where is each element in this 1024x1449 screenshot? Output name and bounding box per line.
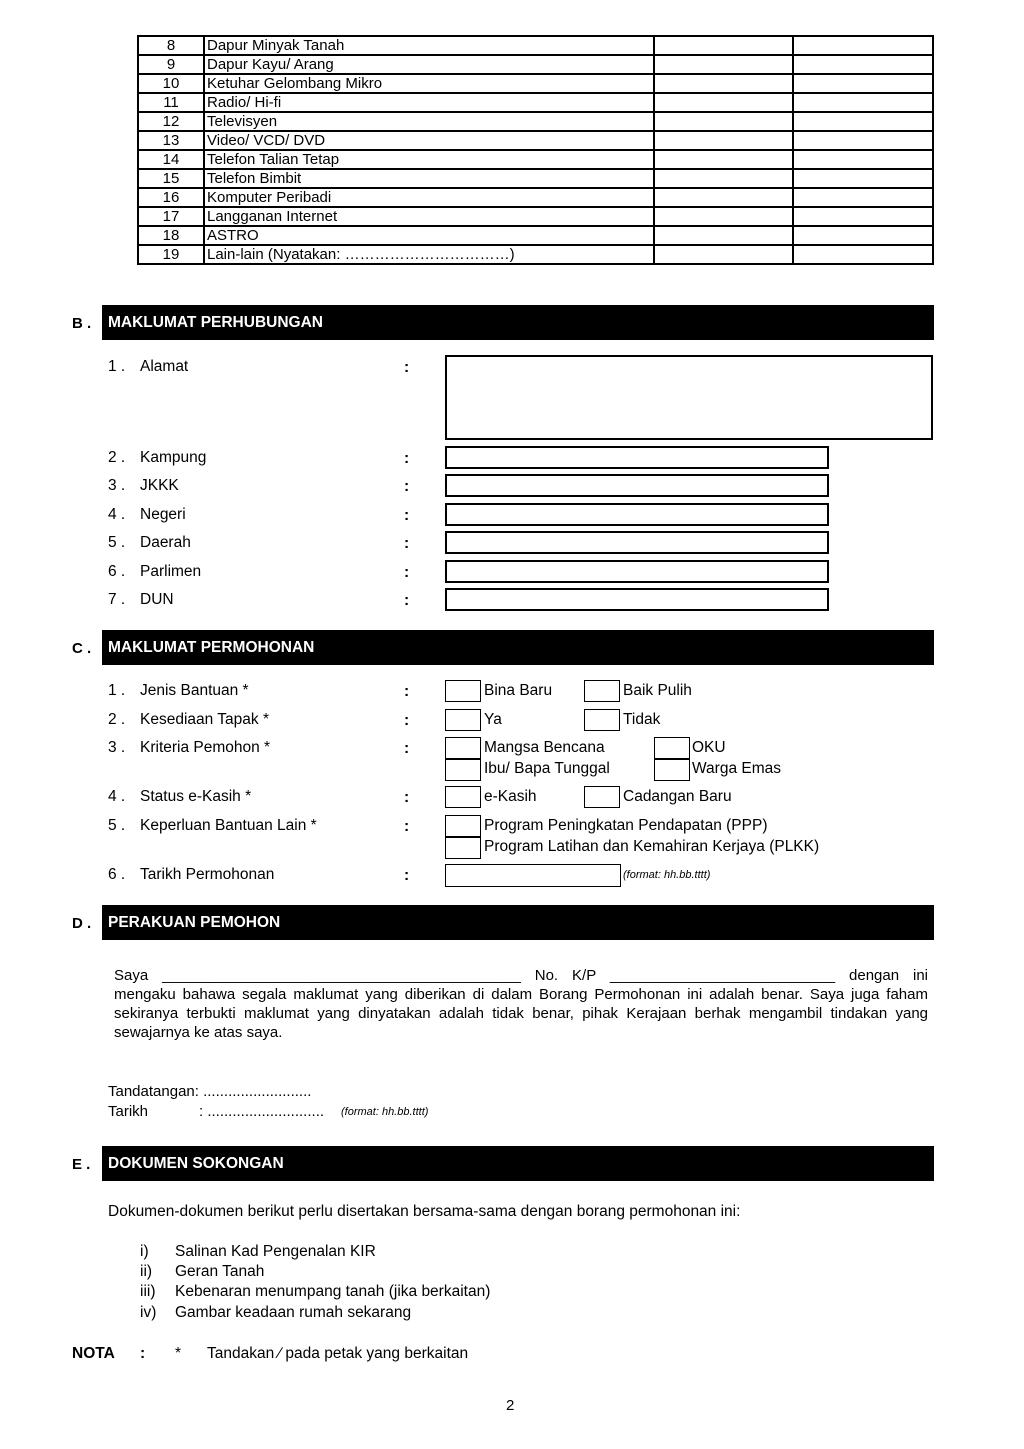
ppp-label: Program Peningkatan Pendapatan (PPP) [484,817,768,834]
alamat-colon: : [404,359,410,376]
row-item: Telefon Talian Tetap [204,150,654,169]
tarikh-permohonan-label: Tarikh Permohonan [140,866,275,883]
doc-marker: iii) [140,1283,156,1300]
row-item: Dapur Minyak Tanah [204,36,654,55]
warga-emas-checkbox[interactable] [654,759,690,781]
table-row [138,112,933,131]
section-d-header: PERAKUAN PEMOHON [102,905,934,940]
row-number: 18 [138,226,204,245]
row-item: Dapur Kayu/ Arang [204,55,654,74]
section-e-header: DOKUMEN SOKONGAN [102,1146,934,1181]
row-cell-2[interactable] [793,74,933,93]
keperluan-bantuan-colon: : [404,818,410,835]
bina-baru-checkbox[interactable] [445,680,481,702]
dun-field[interactable] [445,588,829,611]
row-cell-2[interactable] [793,188,933,207]
row-number: 19 [138,245,204,264]
doc-item: Kebenaran menumpang tanah (jika berkaitan) [175,1283,491,1300]
doc-item: Gambar keadaan rumah sekarang [175,1304,412,1321]
doc-item: Salinan Kad Pengenalan KIR [175,1243,376,1260]
row-number: 16 [138,188,204,207]
alamat-field[interactable] [445,355,933,440]
daerah-field[interactable] [445,531,829,554]
kesediaan-tapak-label: Kesediaan Tapak * [140,711,269,728]
e-kasih-label: e-Kasih [484,788,537,805]
row-cell-2[interactable] [793,112,933,131]
mangsa-bencana-checkbox[interactable] [445,737,481,759]
nota-label: NOTA [72,1345,115,1362]
row-item: Lain-lain (Nyatakan: ……………………………) [204,245,654,264]
row-cell-1[interactable] [654,207,793,226]
row-cell-2[interactable] [793,55,933,74]
section-b-header: MAKLUMAT PERHUBUNGAN [102,305,934,340]
table-row [138,188,933,207]
kampung-label: Kampung [140,449,207,466]
row-cell-1[interactable] [654,112,793,131]
status-ekasih-label: Status e-Kasih * [140,788,252,805]
row-cell-1[interactable] [654,55,793,74]
alamat-number: 1 . [108,358,126,375]
kampung-colon: : [404,450,410,467]
row-number: 11 [138,93,204,112]
row-cell-1[interactable] [654,245,793,264]
table-row [138,169,933,188]
bina-baru-label: Bina Baru [484,682,553,699]
row-number: 15 [138,169,204,188]
nota-text: Tandakan ∕ pada petak yang berkaitan [207,1345,469,1362]
ibu-bapa-tunggal-label: Ibu/ Bapa Tunggal [484,760,610,777]
ppp-checkbox[interactable] [445,815,481,837]
keperluan-bantuan-label: Keperluan Bantuan Lain * [140,817,317,834]
nota-star: * [175,1345,182,1362]
tidak-label: Tidak [623,711,661,728]
dun-label: DUN [140,591,174,608]
oku-checkbox[interactable] [654,737,690,759]
cadangan-baru-label: Cadangan Baru [623,788,732,805]
kesediaan-tapak-number: 2 . [108,711,126,728]
parlimen-colon: : [404,564,410,581]
nota-colon: : [140,1345,146,1362]
signature-line[interactable]: Tandatangan: .......................... [108,1083,312,1100]
alamat-label: Alamat [140,358,189,375]
jkkk-field[interactable] [445,474,829,497]
section-c-letter: C . [72,640,92,657]
jkkk-number: 3 . [108,477,126,494]
table-row [138,93,933,112]
baik-pulih-checkbox[interactable] [584,680,620,702]
kriteria-pemohon-colon: : [404,740,410,757]
section-c-header: MAKLUMAT PERMOHONAN [102,630,934,665]
declaration-text: Saya ___________________________________________ No. K/P ___________________________ dengan ini mengaku bahawa segala maklumat yang diberikan di dalam Borang Permohonan ini adalah benar. Saya juga faham sekiranya terbukti maklumat yang dinyatakan adalah tidak benar, pihak Kerajaan berhak mengambil tindakan yang sewajarnya ke atas saya. [114,967,928,1041]
cadangan-baru-checkbox[interactable] [584,786,620,808]
row-number: 12 [138,112,204,131]
dun-number: 7 . [108,591,126,608]
row-item: Langganan Internet [204,207,654,226]
row-cell-2[interactable] [793,36,933,55]
row-number: 10 [138,74,204,93]
baik-pulih-label: Baik Pulih [623,682,692,699]
ibu-bapa-tunggal-checkbox[interactable] [445,759,481,781]
row-item: Televisyen [204,112,654,131]
doc-marker: i) [140,1243,149,1260]
tarikh-permohonan-number: 6 . [108,866,126,883]
section-d-letter: D . [72,915,92,932]
kesediaan-tapak-colon: : [404,712,410,729]
jenis-bantuan-label: Jenis Bantuan * [140,682,249,699]
status-ekasih-colon: : [404,789,410,806]
row-cell-2[interactable] [793,245,933,264]
tarikh-line[interactable]: : ............................ [199,1103,325,1120]
section-b-letter: B . [72,315,92,332]
jkkk-label: JKKK [140,477,179,494]
keperluan-bantuan-number: 5 . [108,817,126,834]
row-cell-1[interactable] [654,169,793,188]
row-item: Telefon Bimbit [204,169,654,188]
plkk-checkbox[interactable] [445,837,481,859]
tidak-checkbox[interactable] [584,709,620,731]
tarikh-permohonan-field[interactable] [445,864,621,887]
negeri-field[interactable] [445,503,829,526]
negeri-colon: : [404,507,410,524]
row-cell-1[interactable] [654,93,793,112]
oku-label: OKU [692,739,726,756]
status-ekasih-number: 4 . [108,788,126,805]
kampung-number: 2 . [108,449,126,466]
table-row [138,74,933,93]
negeri-label: Negeri [140,506,186,523]
warga-emas-label: Warga Emas [692,760,782,777]
tarikh-label: Tarikh [108,1103,149,1120]
jenis-bantuan-number: 1 . [108,682,126,699]
table-row [138,55,933,74]
kriteria-pemohon-label: Kriteria Pemohon * [140,739,271,756]
row-cell-2[interactable] [793,226,933,245]
row-number: 17 [138,207,204,226]
daerah-number: 5 . [108,534,126,551]
table-row [138,226,933,245]
row-number: 14 [138,150,204,169]
ya-label: Ya [484,711,502,728]
parlimen-number: 6 . [108,563,126,580]
page-number: 2 [506,1397,515,1414]
row-cell-2[interactable] [793,131,933,150]
row-item: Komputer Peribadi [204,188,654,207]
row-cell-2[interactable] [793,150,933,169]
documents-intro: Dokumen-dokumen berikut perlu disertakan bersama-sama dengan borang permohonan ini: [108,1203,741,1220]
dun-colon: : [404,592,410,609]
row-item: Radio/ Hi-fi [204,93,654,112]
row-number: 13 [138,131,204,150]
row-cell-1[interactable] [654,226,793,245]
row-cell-1[interactable] [654,188,793,207]
jenis-bantuan-colon: : [404,683,410,700]
asset-table [137,35,934,265]
kampung-field[interactable] [445,446,829,469]
row-cell-1[interactable] [654,150,793,169]
tarikh-permohonan-format: (format: hh.bb.tttt) [623,869,711,881]
doc-item: Geran Tanah [175,1263,265,1280]
tarikh-permohonan-colon: : [404,867,410,884]
kriteria-pemohon-number: 3 . [108,739,126,756]
row-cell-1[interactable] [654,36,793,55]
table-row [138,150,933,169]
mangsa-bencana-label: Mangsa Bencana [484,739,605,756]
row-cell-1[interactable] [654,74,793,93]
parlimen-field[interactable] [445,560,829,583]
e-kasih-checkbox[interactable] [445,786,481,808]
row-cell-2[interactable] [793,93,933,112]
section-e-letter: E . [72,1156,91,1173]
row-item: ASTRO [204,226,654,245]
row-cell-1[interactable] [654,131,793,150]
parlimen-label: Parlimen [140,563,202,580]
row-number: 9 [138,55,204,74]
table-row [138,36,933,55]
row-cell-2[interactable] [793,207,933,226]
daerah-label: Daerah [140,534,191,551]
table-row [138,245,933,264]
row-item: Video/ VCD/ DVD [204,131,654,150]
table-row [138,131,933,150]
doc-marker: iv) [140,1304,157,1321]
tarikh-format: (format: hh.bb.tttt) [341,1106,429,1118]
daerah-colon: : [404,535,410,552]
row-item: Ketuhar Gelombang Mikro [204,74,654,93]
jkkk-colon: : [404,478,410,495]
ya-checkbox[interactable] [445,709,481,731]
doc-marker: ii) [140,1263,153,1280]
plkk-label: Program Latihan dan Kemahiran Kerjaya (PLKK) [484,838,820,855]
row-cell-2[interactable] [793,169,933,188]
negeri-number: 4 . [108,506,126,523]
table-row [138,207,933,226]
row-number: 8 [138,36,204,55]
